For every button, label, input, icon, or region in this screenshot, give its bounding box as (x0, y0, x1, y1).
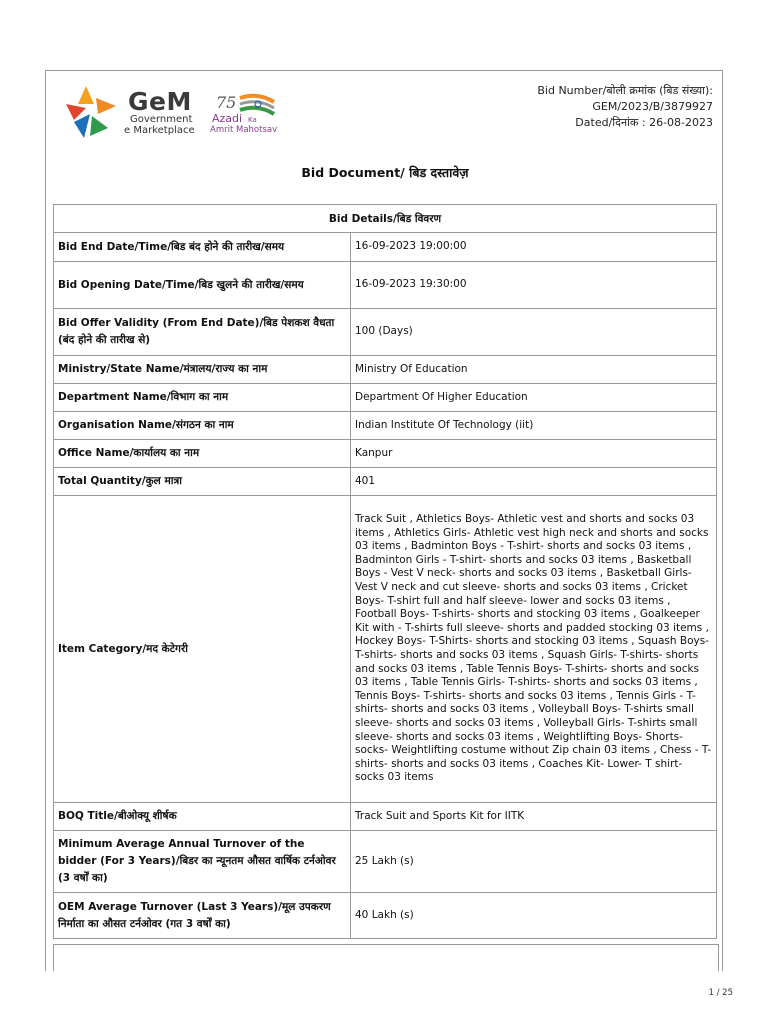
azadi-number: 75 (216, 93, 237, 112)
row-label: OEM Average Turnover (Last 3 Years)/मूल उपकरण निर्माता का औसत टर्नओवर (गत 3 वर्षों का) (54, 893, 351, 939)
table-row (54, 309, 717, 356)
row-label: Office Name/कार्यालय का नाम (54, 440, 351, 468)
row-value: Track Suit and Sports Kit for IITK (351, 803, 717, 831)
table-row (54, 893, 717, 939)
table-row (54, 412, 717, 440)
table-row (54, 440, 717, 468)
row-value: Kanpur (351, 440, 717, 468)
bid-number: GEM/2023/B/3879927 (592, 100, 713, 113)
row-label: Bid End Date/Time/बिड बंद होने की तारीख/समय (54, 233, 351, 262)
row-value: Department Of Higher Education (351, 384, 717, 412)
row-label: Bid Opening Date/Time/बिड खुलने की तारीख/समय (54, 262, 351, 309)
gem-logo-subtitle-1: Government (130, 114, 193, 125)
table-heading: Bid Details/बिड विवरण (54, 205, 717, 233)
table-row (54, 468, 717, 496)
bid-date: Dated/दिनांक : 26-08-2023 (575, 116, 713, 129)
row-label: Department Name/विभाग का नाम (54, 384, 351, 412)
row-label: Total Quantity/कुल मात्रा (54, 468, 351, 496)
row-value: 401 (351, 468, 717, 496)
azadi-line-2: Amrit Mahotsav (210, 125, 278, 135)
bid-meta (537, 83, 713, 131)
table-row (54, 384, 717, 412)
row-value: 40 Lakh (s) (351, 893, 717, 939)
table-row (54, 233, 717, 262)
azadi-ka: Ka (248, 116, 257, 124)
page-number: 1 / 25 (708, 988, 733, 998)
row-label: BOQ Title/बीओक्यू शीर्षक (54, 803, 351, 831)
bid-number-label: Bid Number/बोली क्रमांक (बिड संख्या): (537, 84, 713, 97)
next-section-box (53, 944, 719, 971)
row-value: Indian Institute Of Technology (iit) (351, 412, 717, 440)
row-value: 16-09-2023 19:30:00 (351, 262, 717, 309)
table-heading-row (54, 205, 717, 233)
table-row (54, 496, 717, 803)
row-value: Ministry Of Education (351, 356, 717, 384)
azadi-ka-amrit-mahotsav-logo-icon (210, 92, 320, 136)
table-row (54, 356, 717, 384)
row-label: Ministry/State Name/मंत्रालय/राज्य का नाम (54, 356, 351, 384)
azadi-line-1: Azadi (212, 112, 243, 125)
row-value: 25 Lakh (s) (351, 831, 717, 893)
row-value: 100 (Days) (351, 309, 717, 356)
gem-logo-subtitle-2: e Marketplace (124, 125, 195, 136)
row-label: Minimum Average Annual Turnover of the bidder (For 3 Years)/बिडर का न्यूनतम औसत वार्षिक टर्नओवर (3 वर्षों का) (54, 831, 351, 893)
gem-logo-text: GeM (128, 87, 192, 116)
row-label: Item Category/मद केटेगरी (54, 496, 351, 803)
row-value: Track Suit , Athletics Boys- Athletic vest and shorts and socks 03 items , Athletics Girls- Athletic vest high neck and shorts and socks 03 items , Badminton Boys - T-shirt- shorts and socks 03 items , Badminton Girls - T-shirt- shorts and socks 03 items , Basketball Boys - Vest V neck- shorts and socks 03 items , Basketball Girls- Vest V neck and cut sleeve- shorts and socks 03 items , Cricket Boys- T-shirt full and half sleeve- lower and socks 03 items , Football Boys- T-shirts- shorts and stocking 03 items , Goalkeeper Kit with - T-shirts full sleeve- shorts and padded stocking 03 items , Hockey Boys- T-Shirts- shorts and stocking 03 items , Squash Boys- T-shirts- shorts and socks 03 items , Squash Girls- T-shirts- shorts and socks 03 items , Table Tennis Boys- T-shirts- shorts and socks 03 items , Table Tennis Girls- T-shirts- shorts and socks 03 items , Tennis Boys- T-shirts- shorts and socks 03 items , Tennis Girls - T-shirts- shorts and socks 03 items , Volleyball Boys- T-shirts small sleeve- shorts and socks 03 items , Volleyball Girls- T-shirts small sleeve- shorts and socks 03 items , Weightlifting Boys- Shorts- socks- Weightlifting costume without Zip chain 03 items , Chess - T-shirts- shorts and socks 03 items , Coaches Kit- Lower- T shirt- socks 03 items (351, 496, 717, 803)
table-row (54, 262, 717, 309)
table-row (54, 831, 717, 893)
row-label: Organisation Name/संगठन का नाम (54, 412, 351, 440)
document-title: Bid Document/ बिड दस्तावेज़ (301, 165, 469, 180)
table-row (54, 803, 717, 831)
bid-details-table (53, 204, 717, 939)
row-value: 16-09-2023 19:00:00 (351, 233, 717, 262)
row-label: Bid Offer Validity (From End Date)/बिड पेशकश वैधता (बंद होने की तारीख से) (54, 309, 351, 356)
